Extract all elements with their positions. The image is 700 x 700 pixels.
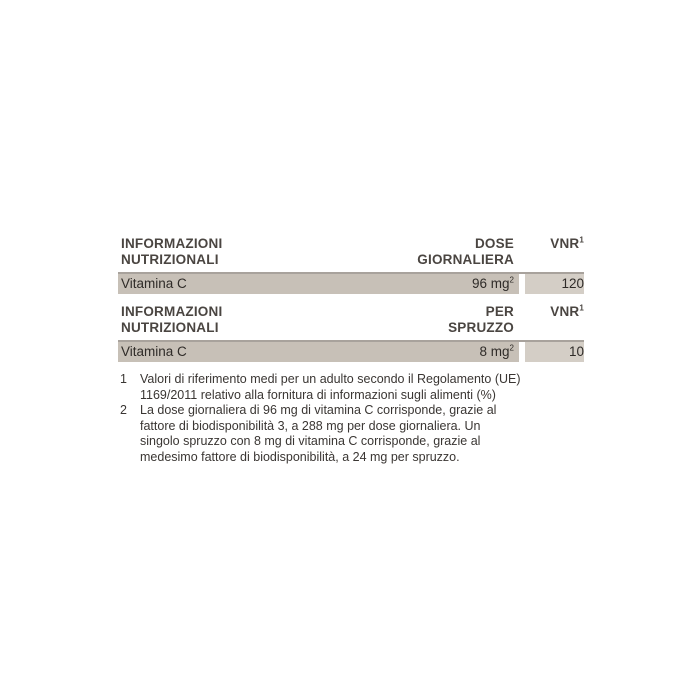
nutrient-name: Vitamina C bbox=[121, 344, 187, 359]
header-label-line1: INFORMAZIONI bbox=[121, 304, 223, 319]
footnote-2 bbox=[120, 403, 590, 465]
nutrition-panel bbox=[118, 236, 584, 362]
footnote-line: singolo spruzzo con 8 mg di vitamina C corrisponde, grazie al bbox=[140, 434, 481, 448]
header-vnr-label: VNR bbox=[550, 236, 580, 251]
table-row bbox=[118, 342, 584, 362]
header-label-line1: INFORMAZIONI bbox=[121, 236, 223, 251]
footnote-line: fattore di biodisponibilità 3, a 288 mg per dose giornaliera. Un bbox=[140, 418, 481, 433]
nutrient-amount bbox=[480, 342, 514, 362]
footnote-1 bbox=[120, 372, 590, 403]
header-dose bbox=[417, 236, 514, 268]
table-header-spray bbox=[118, 304, 584, 340]
footnote-line: medesimo fattore di biodisponibilità, a 24 mg per spruzzo. bbox=[140, 449, 460, 464]
amount-value: 8 mg bbox=[479, 344, 510, 359]
footnotes bbox=[120, 372, 590, 465]
header-vnr-footnote: 1 bbox=[579, 235, 584, 245]
header-vnr-footnote: 1 bbox=[579, 303, 584, 313]
header-label bbox=[121, 236, 222, 268]
header-dose-line1: DOSE bbox=[474, 236, 514, 251]
header-label bbox=[121, 304, 222, 336]
header-dose-line2: GIORNALIERA bbox=[417, 252, 514, 267]
nutrient-vnr: 10 bbox=[568, 344, 584, 359]
header-dose-line2: SPRUZZO bbox=[448, 320, 514, 335]
footnote-line: 1169/2011 relativo alla fornitura di informazioni sugli alimenti (%) bbox=[140, 387, 496, 402]
footnote-number: 1 bbox=[120, 372, 127, 386]
nutrient-vnr: 120 bbox=[561, 276, 584, 291]
header-dose-line1: PER bbox=[485, 304, 514, 319]
table-row bbox=[118, 274, 584, 294]
header-dose bbox=[448, 304, 514, 336]
header-vnr-label: VNR bbox=[550, 304, 580, 319]
footnote-number: 2 bbox=[120, 403, 127, 417]
footnote-line: La dose giornaliera di 96 mg di vitamina C corrisponde, grazie al bbox=[140, 403, 497, 417]
nutrient-amount bbox=[472, 274, 514, 294]
table-header-daily bbox=[118, 236, 584, 272]
amount-footnote: 2 bbox=[509, 343, 514, 353]
amount-value: 96 mg bbox=[472, 276, 510, 291]
nutrient-name: Vitamina C bbox=[121, 276, 187, 291]
amount-footnote: 2 bbox=[509, 275, 514, 285]
header-label-line2: NUTRIZIONALI bbox=[121, 252, 219, 267]
footnote-line: Valori di riferimento medi per un adulto secondo il Regolamento (UE) bbox=[140, 372, 521, 386]
header-vnr bbox=[550, 304, 584, 320]
header-label-line2: NUTRIZIONALI bbox=[121, 320, 219, 335]
header-vnr bbox=[550, 236, 584, 252]
